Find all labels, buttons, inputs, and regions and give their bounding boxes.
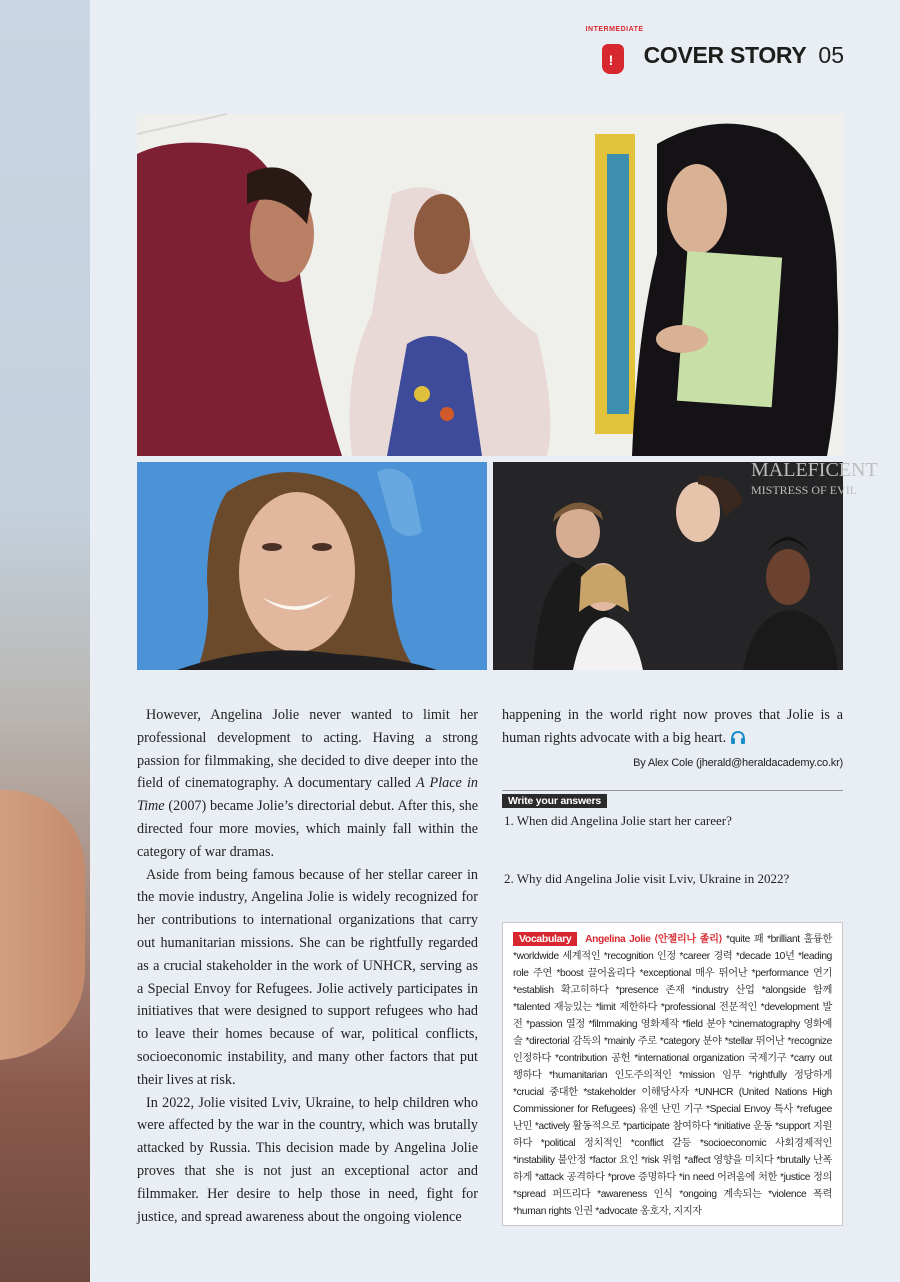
article-paragraph-3: In 2022, Jolie visited Lviv, Ukraine, to help children who were affected by the war in the country, which was brutally attacked by Russia. This decision made by Angelina Jolie proves that she is not just an exceptional actor and filmmaker. Her desire to help those in need, fight for justice, and spread awareness about the ongoing violence [137,1094,478,1225]
photo-refugee-meeting-art [137,114,843,456]
vocabulary-entries: *quite 꽤 *brilliant 훌륭한 *worldwide 세계적인 *recognition 인정 *career 경력 *decade 10년 *leading role 주연 *boost 끌어올리다 *exceptional 매우 뛰어난 *performance 연기 *establish 확고히하다 *presence 존재 *industry 산업 *alongside 함께 *talented 재능있는 *limit 제한하다 *professional 전문적인 *development 발전 *passion 열정 *filmmaking 영화제작 *field 분야 *cinematography 영화예술 *directorial 감독의 *mainly 주로 *category 분야 *stellar 뛰어난 *recognize 인정하다 *contribution 공헌 *international organization 국제기구 *carry out 행하다 *humanitarian 인도주의적인 *mission 임무 *rightfully 정당하게 *crucial 중대한 *stakeholder 이해당사자 *UNHCR (United Nations High Commissioner for Refugees) 유엔 난민 기구 *Special Envoy 특사 *refugee 난민 *actively 활동적으로 *participate 참여하다 *initiative 운동 *support 지원하다 *political 정치적인 *conflict 갈등 *socioeconomic 사회경제적인 *instability 불안정 *factor 요인 *risk 위험 *affect 영향을 미치다 *brutally 난폭하게 *attack 공격하다 *prove 증명하다 *in need 어려움에 처한 *justice 정의 *spread 퍼뜨리다 *awareness 인식 *ongoing 계속되는 *violence 폭력 *human rights 인권 *advocate 옹호자, 지지자 [513,934,832,1217]
byline: By Alex Cole (jherald@heraldacademy.co.kr) [633,756,843,769]
article-continuation [502,704,843,750]
hand-icon [602,44,624,74]
vocabulary-label: Vocabulary [513,932,577,946]
answers-box [502,790,843,916]
headphone-icon[interactable] [730,730,746,744]
photo-refugee-meeting [137,114,843,456]
vocabulary-headword: Angelina Jolie ⟨안젤리나 졸리⟩ [585,934,723,945]
vocabulary-box [502,922,843,1226]
question-2: 2. Why did Angelina Jolie visit Lviv, Ukraine in 2022? [504,871,790,886]
continuation-text: happening in the world right now proves that Jolie is a human rights advocate with a big heart. [502,707,843,746]
photo-premiere-art [493,459,878,670]
badge-glyph: ! [608,52,614,68]
article-paragraph-2: Aside from being famous because of her stellar career in the movie industry, Angelina Jolie is widely recognized for her contributions to international organizations that carry out humanitarian missions. She can be rightfully regarded as a crucial stakeholder in the work of UNHCR, serving as a Special Envoy for Refugees. Jolie actively participates in initiatives that were designed to support refugees who had to leave their homes because of war, political conflicts, socioeconomic instability, and many other factors that put their lives at risk. [137,866,478,1088]
intermediate-badge [585,26,644,78]
photo-portrait-art [137,462,487,670]
article-right-column [502,704,843,774]
paragraph-1-before: However, Angelina Jolie never wanted to limit her professional development to acting. Having a strong passion for filmmaking, she decided to dive deeper into the field of cinematography. A documentary called [137,707,478,792]
left-background-photo [0,0,90,1282]
photo-premiere [493,459,878,670]
film-title: A Place in Time [137,775,478,815]
answers-label: Write your answers [502,794,607,808]
article-paragraph-1 [137,704,478,864]
backdrop-text-maleficent: MALEFICENT [751,459,878,481]
question-1: 1. When did Angelina Jolie start her career? [504,813,732,828]
section-title: COVER STORY [643,41,807,68]
arm-shape [0,790,85,1060]
page-number: 05 [818,41,844,68]
page-header [585,26,844,80]
backdrop-text-mistress: MISTRESS OF EVIL [751,483,858,497]
badge-label: INTERMEDIATE [585,26,644,33]
paragraph-1-after: (2007) became Jolie’s directorial debut. After this, she directed four more movies, which mainly fall within the category of war dramas. [137,798,478,860]
photo-portrait [137,462,487,670]
article-left-column [137,704,478,1228]
